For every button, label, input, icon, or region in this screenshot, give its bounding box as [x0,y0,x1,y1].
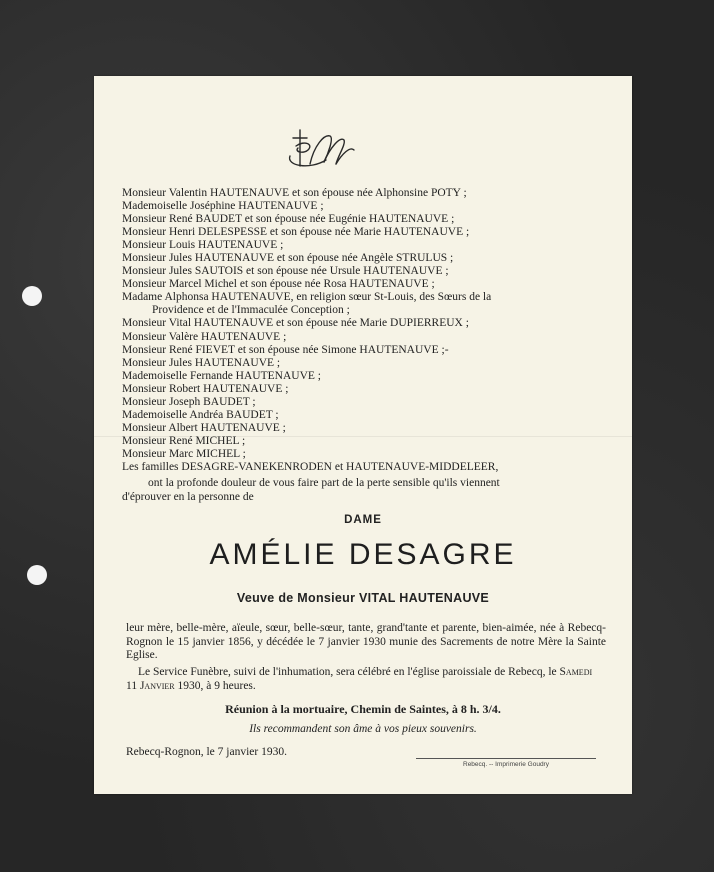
family-line: Monsieur Marc MICHEL ; [122,447,246,460]
family-line: Monsieur Jules HAUTENAUVE et son épouse née Angèle STRULUS ; [122,252,454,265]
place-date: Rebecq-Rognon, le 7 janvier 1930. [126,746,287,758]
family-line: Madame Alphonsa HAUTENAUVE, en religion sœur St-Louis, des Sœurs de la [122,291,492,304]
family-line: Monsieur Albert HAUTENAUVE ; [122,421,286,434]
cross-monogram-icon [280,126,360,176]
widow-of: Veuve de Monsieur VITAL HAUTENAUVE [236,591,490,605]
family-line: Monsieur Robert HAUTENAUVE ; [122,382,289,395]
printer-rule [416,758,596,759]
family-line: Monsieur René BAUDET et son épouse née Eugénie HAUTENAUVE ; [122,213,455,226]
family-line: Monsieur Henri DELESPESSE et son épouse née Marie HAUTENAUVE ; [122,226,470,239]
family-line: Providence et de l'Immaculée Conception ; [152,304,350,317]
deceased-name: AMÉLIE DESAGRE [209,538,517,571]
family-line: Mademoiselle Joséphine HAUTENAUVE ; [122,200,324,213]
family-line: Monsieur Louis HAUTENAUVE ; [122,239,284,252]
family-line: Monsieur Valentin HAUTENAUVE et son épouse née Alphonsine POTY ; [122,187,467,199]
service-date: Samedi 11 Janvier [126,666,593,692]
punch-hole-bottom [27,565,47,585]
family-line: Mademoiselle Andréa BAUDET ; [122,408,279,421]
family-line: Monsieur Vital HAUTENAUVE et son épouse née Marie DUPIERREUX ; [122,317,469,330]
family-line: Monsieur René FIEVET et son épouse née Simone HAUTENAUVE ;- [122,343,449,356]
service-paragraph [126,666,606,693]
family-line: Monsieur René MICHEL ; [122,434,246,447]
intro-line-2: d'éprouver en la personne de [122,490,254,503]
family-line: Monsieur Joseph BAUDET ; [122,395,256,408]
biography-paragraph: leur mère, belle-mère, aïeule, sœur, belle-sœur, tante, grand'tante et parente, bien-aimée, née à Rebecq-Rognon le 15 janvier 1856, y décédée le 7 janvier 1930 munie des Sacrements de notre Mère la Sainte Eglise. [126,622,606,661]
title-dame: DAME [344,514,382,526]
death-notice-sheet [94,76,632,794]
printer-credit: Rebecq. -- Imprimerie Goudry [463,761,549,768]
family-line: Monsieur Valère HAUTENAUVE ; [122,330,287,343]
family-line: Les familles DESAGRE-VANEKENRODEN et HAUTENAUVE-MIDDELEER, [122,460,499,473]
family-line: Mademoiselle Fernande HAUTENAUVE ; [122,369,321,382]
service-time: 1930, à 9 heures. [174,679,256,692]
recommend-line: Ils recommandent son âme à vos pieux souvenirs. [249,723,477,735]
announcement-intro [122,477,610,504]
family-line: Monsieur Marcel Michel et son épouse née Rosa HAUTENAUVE ; [122,278,435,291]
intro-line-1: ont la profonde douleur de vous faire part de la perte sensible qu'ils viennent [148,477,500,489]
family-list [122,187,610,474]
reunion-line: Réunion à la mortuaire, Chemin de Saintes, à 8 h. 3/4. [225,702,501,716]
service-text: Le Service Funèbre, suivi de l'inhumation, sera célébré en l'église paroissiale de Rebecq, le [138,666,560,678]
punch-hole-top [22,286,42,306]
family-line: Monsieur Jules HAUTENAUVE ; [122,356,281,369]
family-line: Monsieur Jules SAUTOIS et son épouse née Ursule HAUTENAUVE ; [122,265,449,278]
